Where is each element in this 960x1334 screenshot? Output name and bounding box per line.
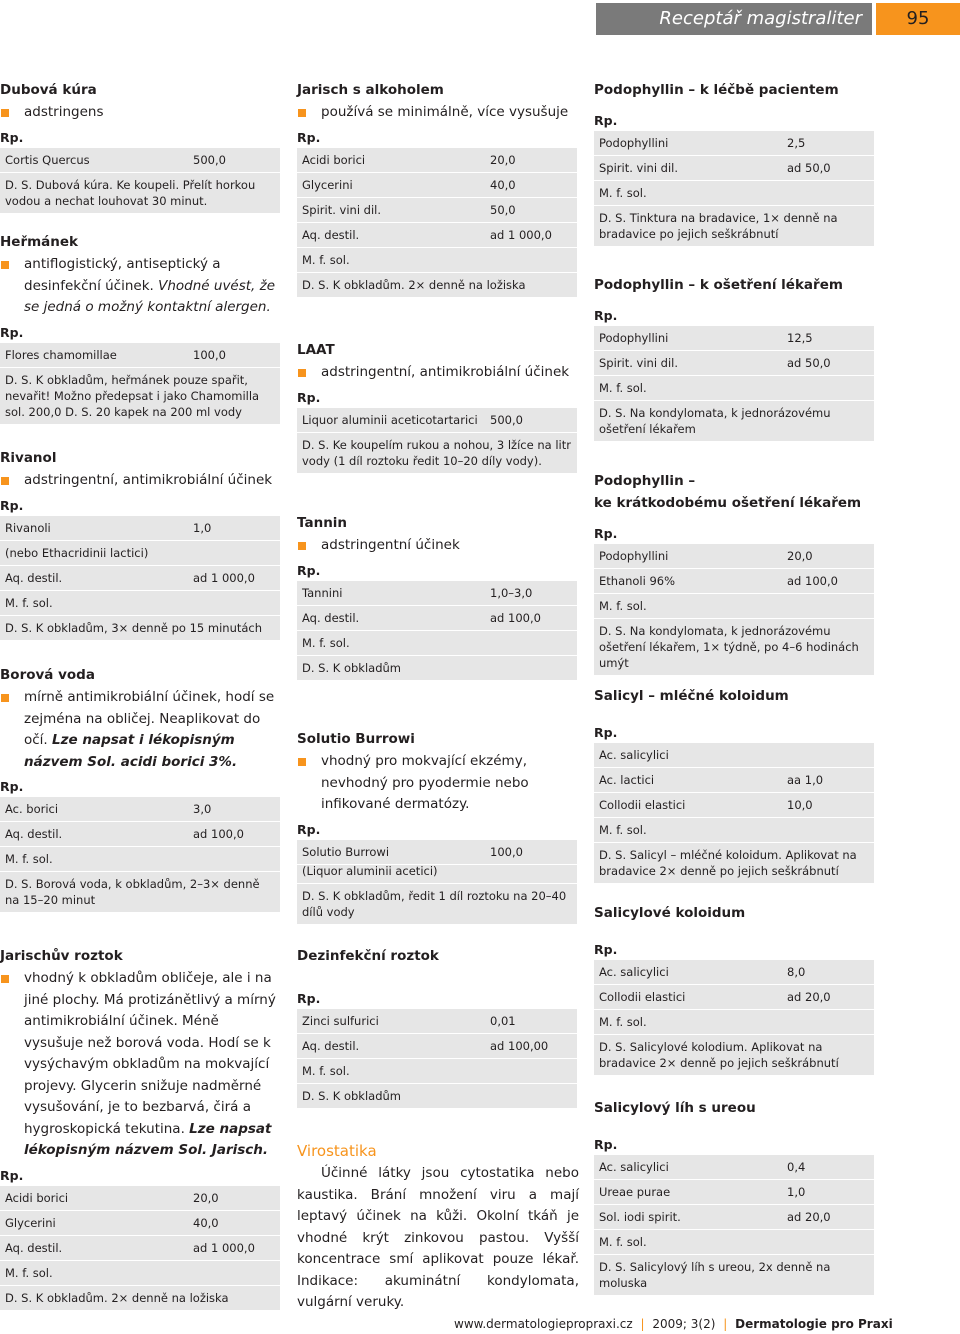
table-row: Spirit. vini dil. ad 50,0 [594, 351, 874, 376]
prescription-table [297, 408, 577, 474]
bullet-item: vhodný pro mokvající ekzémy, nevhodný pro pyodermie nebo infikované dermatózy. [297, 751, 579, 816]
table-row: Ac. borici 3,0 [0, 797, 280, 822]
table-row: Ureae purae 1,0 [594, 1180, 874, 1205]
table-row: Aq. destil. ad 100,0 [297, 606, 577, 631]
table-row: (nebo Ethacridinii lactici) [0, 541, 280, 566]
recipe-title: Salicylový líh s ureou [594, 1100, 756, 1116]
table-row: Aq. destil. ad 1 000,0 [0, 1236, 280, 1261]
table-row: (Liquor aluminii acetici) [297, 859, 577, 884]
recipe-borova-voda [0, 667, 282, 913]
footer-issue: 2009; 3(2) [652, 1317, 716, 1331]
recipe-title: Jarischův roztok [0, 948, 123, 964]
recipe-laat [297, 342, 579, 474]
table-row: Acidi borici 20,0 [297, 148, 577, 173]
prescription-table [594, 1155, 874, 1296]
table-row: Collodii elastici ad 20,0 [594, 985, 874, 1010]
prescription-table [0, 797, 280, 913]
recipe-title: Rivanol [0, 450, 57, 466]
table-row: M. f. sol. [297, 1059, 577, 1084]
bullet-square-icon [298, 369, 306, 377]
table-row: Aq. destil. ad 100,00 [297, 1034, 577, 1059]
footer-website-link[interactable]: www.dermatologiepropraxi.cz [454, 1317, 633, 1331]
table-row: Sol. iodi spirit. ad 20,0 [594, 1205, 874, 1230]
prescription-table [594, 326, 874, 442]
recipe-dubova-kura [0, 82, 282, 214]
table-row: M. f. sol. [297, 631, 577, 656]
recipe-title: Tannin [297, 515, 348, 531]
table-row: Ac. salicylici 0,4 [594, 1155, 874, 1180]
table-row: Flores chamomillae 100,0 [0, 343, 280, 368]
rp-label: Rp. [297, 389, 321, 405]
section-virostatika [297, 1141, 579, 1314]
bullet-square-icon [298, 758, 306, 766]
rp-label: Rp. [297, 562, 321, 578]
table-row: Aq. destil. ad 1 000,0 [0, 566, 280, 591]
table-row: D. S. K obkladům, ředit 1 díl roztoku na 20–40 dílů vody [297, 884, 577, 925]
table-row: Ac. lactici aa 1,0 [594, 768, 874, 793]
recipe-title: Solutio Burrowi [297, 731, 415, 747]
table-row: Spirit. vini dil. 50,0 [297, 198, 577, 223]
table-row: Ac. salicylici [594, 743, 874, 768]
rp-label: Rp. [297, 821, 321, 837]
section-heading: Virostatika [297, 1142, 377, 1160]
rp-label: Rp. [594, 526, 618, 541]
recipe-solutio-burrowi [297, 731, 579, 925]
table-row: D. S. Salicylový líh s ureou, 2x denně na moluska [594, 1255, 874, 1296]
prescription-table [594, 544, 874, 676]
table-row: D. S. Ke koupelím rukou a nohou, 3 lžíce na litr vody (1 díl roztoku ředit 10–20 díly vody). [297, 433, 577, 474]
table-row: Podophyllini 12,5 [594, 326, 874, 351]
table-row: D. S. Tinktura na bradavice, 1× denně na bradavice po jejich seškrábnutí [594, 206, 874, 247]
table-row: Glycerini 40,0 [0, 1211, 280, 1236]
rp-label: Rp. [594, 725, 618, 740]
prescription-table [297, 840, 577, 925]
footer-separator: | [640, 1317, 645, 1331]
footer-journal: Dermatologie pro Praxi [735, 1317, 893, 1331]
footer-separator: | [723, 1317, 728, 1331]
table-row: M. f. sol. [0, 591, 280, 616]
rp-label: Rp. [297, 991, 321, 1006]
bullet-item: adstringens [0, 102, 282, 124]
rp-label: Rp. [297, 129, 321, 145]
table-row: Rivanoli 1,0 [0, 516, 280, 541]
table-row: D. S. K obkladům. 2× denně na ložiska [297, 273, 577, 298]
table-row: Ac. salicylici 8,0 [594, 960, 874, 985]
prescription-table [0, 1186, 280, 1311]
page-number: 95 [876, 3, 960, 35]
recipe-salicylove-koloidum [594, 905, 876, 1076]
bullet-square-icon [1, 109, 9, 117]
bullet-square-icon [1, 975, 9, 983]
bullet-square-icon [1, 477, 9, 485]
prescription-table [0, 343, 280, 425]
recipe-salicylovy-lih [594, 1100, 876, 1296]
bullet-square-icon [298, 542, 306, 550]
table-row: Spirit. vini dil. ad 50,0 [594, 156, 874, 181]
prescription-table [297, 581, 577, 681]
rp-label: Rp. [0, 129, 24, 145]
bullet-item: mírně antimikrobiální účinek, hodí se zejména na obličej. Neaplikovat do očí. Lze napsat i lékopisným názvem Sol. acidi borici 3%. [0, 687, 282, 773]
table-row: M. f. sol. [594, 818, 874, 843]
table-row: Aq. destil. ad 1 000,0 [297, 223, 577, 248]
table-row: D. S. Salicylové kolodium. Aplikovat na bradavice 2× denně po jejich seškrábnutí [594, 1035, 874, 1076]
recipe-tannin [297, 515, 579, 681]
recipe-title: Heřmánek [0, 234, 79, 250]
prescription-table [0, 516, 280, 641]
paragraph: Účinné látky jsou cytostatika nebo kaustika. Brání množení viru a mají leptavý účinek na kůži. Okolní tkáň je vhodné krýt zinkovou pastou. Vyšší koncentrace smí aplikovat pouze lékař. Indikace: akuminátní kondylomata, vulgární veruky. [297, 1165, 579, 1310]
table-row: Liquor aluminii aceticotartarici 500,0 [297, 408, 577, 433]
bullet-item: adstringentní, antimikrobiální účinek [297, 362, 579, 384]
prescription-table [594, 743, 874, 884]
recipe-dezinfekcni-roztok [297, 948, 579, 1109]
recipe-title: Podophyllin – ke krátkodobému ošetření lékařem [594, 473, 862, 511]
table-row: D. S. K obkladům [297, 1084, 577, 1109]
table-row: Acidi borici 20,0 [0, 1186, 280, 1211]
table-row: D. S. K obkladům. 2× denně na ložiska [0, 1286, 280, 1311]
recipe-title: Salicylové koloidum [594, 905, 746, 921]
table-row: M. f. sol. [594, 594, 874, 619]
bullet-item: používá se minimálně, více vysušuje [297, 102, 579, 124]
rp-label: Rp. [0, 497, 24, 513]
rp-label: Rp. [594, 1137, 618, 1152]
table-row: Podophyllini 20,0 [594, 544, 874, 569]
recipe-title: Salicyl – mléčné koloidum [594, 688, 789, 704]
recipe-podophyllin-pacient [594, 82, 876, 247]
table-row: D. S. K obkladům [297, 656, 577, 681]
table-row: D. S. Salicyl – mléčné koloidum. Aplikovat na bradavice 2× denně po jejich seškrábnutí [594, 843, 874, 884]
prescription-table [297, 148, 577, 298]
table-row: D. S. Dubová kúra. Ke koupeli. Přelít horkou vodou a nechat louhovat 30 minut. [0, 173, 280, 214]
page-header [596, 0, 960, 38]
table-row: D. S. Na kondylomata, k jednorázovému ošetření lékařem, 1× týdně, po 4–6 hodinách umýt [594, 619, 874, 676]
rp-label: Rp. [0, 1167, 24, 1183]
table-row: D. S. K obkladům, 3× denně po 15 minutách [0, 616, 280, 641]
recipe-title: Podophyllin – k léčbě pacientem [594, 82, 839, 98]
bullet-item: vhodný k obkladům obličeje, ale i na jiné plochy. Má protizánětlivý a mírný antimikrobiální účinek. Méně vysušuje než borová voda. Hodí se k vysýchavým obkladům na mokvající projevy. Glycerin snižuje nadměrné vysušování, je to bezbarvá, čirá a hygroskopická tekutina. Lze napsat lékopisným názvem Sol. Jarisch. [0, 968, 282, 1162]
table-row: M. f. sol. [594, 181, 874, 206]
table-row: M. f. sol. [594, 376, 874, 401]
recipe-title: Dezinfekční roztok [297, 948, 439, 964]
bullet-square-icon [1, 694, 9, 702]
prescription-table [594, 960, 874, 1076]
rp-label: Rp. [0, 779, 24, 794]
recipe-podophyllin-kratkodobe [594, 470, 876, 676]
recipe-title: LAAT [297, 342, 335, 358]
table-row: Tannini 1,0–3,0 [297, 581, 577, 606]
recipe-salicyl-mlecne-koloidum [594, 688, 876, 884]
table-row: Solutio Burrowi 100,0 [297, 840, 577, 865]
table-row: M. f. sol. [594, 1010, 874, 1035]
table-row: Ethanoli 96% ad 100,0 [594, 569, 874, 594]
recipe-title: Podophyllin – k ošetření lékařem [594, 277, 843, 293]
bullet-item: adstringentní, antimikrobiální účinek [0, 470, 282, 492]
bullet-item: antiflogistický, antiseptický a desinfekční účinek. Vhodné uvést, že se jedná o možný kontaktní alergen. [0, 254, 282, 319]
table-row: Podophyllini 2,5 [594, 131, 874, 156]
table-row: D. S. Na kondylomata, k jednorázovému ošetření lékařem [594, 401, 874, 442]
rp-label: Rp. [594, 308, 618, 323]
bullet-square-icon [298, 109, 306, 117]
table-row: Aq. destil. ad 100,0 [0, 822, 280, 847]
table-row: D. S. Borová voda, k obkladům, 2–3× denně na 15–20 minut [0, 872, 280, 913]
table-row: D. S. K obkladům, heřmánek pouze spařit, nevařit! Možno předepsat i jako Chamomilla sol. 200,0 D. S. 20 kapek na 200 ml vody [0, 368, 280, 425]
table-row: Zinci sulfurici 0,01 [297, 1009, 577, 1034]
table-row: M. f. sol. [0, 847, 280, 872]
section-title: Receptář magistraliter [596, 3, 872, 35]
prescription-table [0, 148, 280, 214]
recipe-jarisch-s-alkoholem [297, 82, 579, 298]
prescription-table [297, 1009, 577, 1109]
prescription-table [594, 131, 874, 247]
rp-label: Rp. [594, 942, 618, 957]
recipe-title: Dubová kúra [0, 82, 97, 98]
recipe-rivanol [0, 450, 282, 641]
rp-label: Rp. [0, 324, 24, 340]
recipe-title: Borová voda [0, 667, 95, 683]
bullet-item: adstringentní účinek [297, 535, 579, 557]
rp-label: Rp. [594, 113, 618, 128]
recipe-title: Jarisch s alkoholem [297, 82, 444, 98]
bullet-square-icon [1, 261, 9, 269]
page-footer [454, 1316, 893, 1332]
recipe-jarischuv-roztok [0, 948, 282, 1311]
table-row: M. f. sol. [0, 1261, 280, 1286]
recipe-podophyllin-lekar [594, 277, 876, 442]
table-row: Glycerini 40,0 [297, 173, 577, 198]
table-row: Collodii elastici 10,0 [594, 793, 874, 818]
recipe-hermanek [0, 234, 282, 425]
table-row: Cortis Quercus 500,0 [0, 148, 280, 173]
table-row: M. f. sol. [297, 248, 577, 273]
table-row: M. f. sol. [594, 1230, 874, 1255]
